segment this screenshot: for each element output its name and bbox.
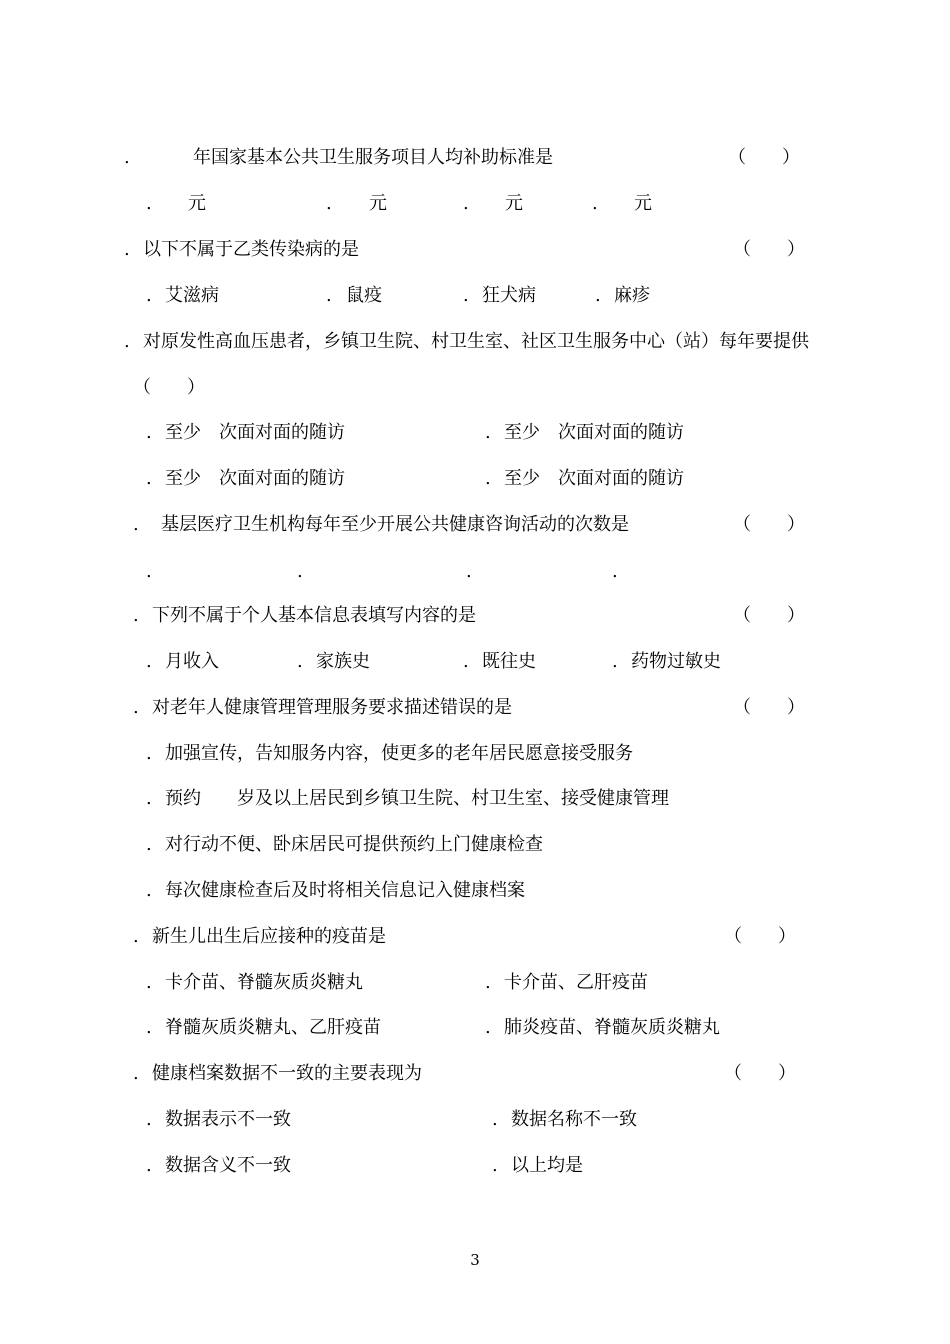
- option-dot: .: [146, 422, 152, 443]
- option-b-text: 元: [369, 193, 387, 214]
- question-1-options: [0, 192, 950, 216]
- question-6-option-b: [0, 787, 950, 811]
- option-d-text: 至少 次面对面的随访: [504, 468, 684, 489]
- option-dot: .: [146, 468, 152, 489]
- question-2-options: [0, 284, 950, 308]
- option-dot: .: [146, 193, 152, 214]
- option-dot: .: [492, 1109, 498, 1130]
- question-3-number-dot: .: [124, 331, 130, 352]
- option-a-text: 至少 次面对面的随访: [165, 422, 345, 443]
- option-a-text: 元: [188, 193, 206, 214]
- option-a-text: 卡介苗、脊髓灰质炎糖丸: [165, 972, 363, 993]
- question-3-options-row-2: [0, 467, 950, 491]
- question-1-stem: [0, 146, 950, 170]
- question-1-number-dot: .: [124, 147, 130, 168]
- option-dot: .: [485, 1017, 491, 1038]
- question-8-stem: [0, 1062, 950, 1086]
- option-dot: .: [492, 1155, 498, 1176]
- option-dot: .: [297, 651, 303, 672]
- option-c-text: 至少 次面对面的随访: [165, 468, 345, 489]
- option-dot: .: [463, 193, 469, 214]
- option-b-text: 卡介苗、乙肝疫苗: [504, 972, 648, 993]
- question-4-answer-paren: （ ）: [733, 514, 805, 535]
- option-dot: .: [297, 561, 303, 582]
- question-4-options: [0, 560, 950, 584]
- option-dot: .: [466, 561, 472, 582]
- question-6-option-a: [0, 742, 950, 766]
- option-a-text: 月收入: [165, 651, 219, 672]
- option-d-text: 以上均是: [511, 1155, 583, 1176]
- option-dot: .: [146, 788, 152, 809]
- option-dot: .: [485, 422, 491, 443]
- option-dot: .: [146, 1017, 152, 1038]
- option-c-text: 对行动不便、卧床居民可提供预约上门健康检查: [165, 834, 543, 855]
- option-dot: .: [612, 651, 618, 672]
- option-b-text: 鼠疫: [346, 285, 382, 306]
- option-d-text: 每次健康检查后及时将相关信息记入健康档案: [165, 880, 525, 901]
- question-6-stem: [0, 696, 950, 720]
- question-1-answer-paren: （ ）: [728, 147, 800, 168]
- question-4-number-dot: .: [133, 514, 139, 535]
- question-5-options: [0, 650, 950, 674]
- option-a-text: 加强宣传，告知服务内容，使更多的老年居民愿意接受服务: [165, 743, 633, 764]
- question-6-text: 对老年人健康管理管理服务要求描述错误的是: [152, 697, 512, 718]
- question-5-stem: [0, 604, 950, 628]
- option-dot: .: [146, 651, 152, 672]
- option-dot: .: [146, 972, 152, 993]
- question-4-text: 基层医疗卫生机构每年至少开展公共健康咨询活动的次数是: [161, 514, 629, 535]
- option-dot: .: [463, 651, 469, 672]
- option-d-text: 肺炎疫苗、脊髓灰质炎糖丸: [504, 1017, 720, 1038]
- option-b-text: 至少 次面对面的随访: [504, 422, 684, 443]
- question-3-text: 对原发性高血压患者，乡镇卫生院、村卫生室、社区卫生服务中心（站）每年要提供: [143, 331, 809, 352]
- option-dot: .: [326, 193, 332, 214]
- option-b-text: 家族史: [316, 651, 370, 672]
- option-dot: .: [146, 834, 152, 855]
- option-dot: .: [146, 1155, 152, 1176]
- question-7-answer-paren: （ ）: [724, 926, 796, 947]
- option-b-text: 数据名称不一致: [511, 1109, 637, 1130]
- question-2-stem: [0, 238, 950, 262]
- question-7-number-dot: .: [133, 926, 139, 947]
- option-c-text: 数据含义不一致: [165, 1155, 291, 1176]
- option-dot: .: [485, 972, 491, 993]
- question-8-answer-paren: （ ）: [724, 1063, 796, 1084]
- question-3-options-row-1: [0, 421, 950, 445]
- option-dot: .: [146, 880, 152, 901]
- question-7-stem: [0, 925, 950, 949]
- question-8-number-dot: .: [133, 1063, 139, 1084]
- question-6-option-d: [0, 879, 950, 903]
- question-6-option-c: [0, 833, 950, 857]
- question-2-number-dot: .: [124, 239, 130, 260]
- question-5-number-dot: .: [133, 605, 139, 626]
- option-dot: .: [592, 193, 598, 214]
- option-c-text: 脊髓灰质炎糖丸、乙肝疫苗: [165, 1017, 381, 1038]
- question-8-options-row-1: [0, 1108, 950, 1132]
- question-6-answer-paren: （ ）: [733, 697, 805, 718]
- question-3-stem: [0, 330, 950, 354]
- option-d-text: 麻疹: [614, 285, 650, 306]
- question-2-text: 以下不属于乙类传染病的是: [143, 239, 359, 260]
- option-dot: .: [485, 468, 491, 489]
- question-3-answer-paren: （ ）: [133, 377, 205, 398]
- option-dot: .: [146, 285, 152, 306]
- option-dot: .: [463, 285, 469, 306]
- option-dot: .: [595, 285, 601, 306]
- question-7-options-row-2: [0, 1016, 950, 1040]
- option-dot: .: [326, 285, 332, 306]
- page-number: 3: [470, 1251, 480, 1269]
- option-a-text: 艾滋病: [165, 285, 219, 306]
- question-8-options-row-2: [0, 1154, 950, 1178]
- question-4-stem: [0, 513, 950, 537]
- option-c-text: 狂犬病: [482, 285, 536, 306]
- question-2-answer-paren: （ ）: [733, 239, 805, 260]
- option-b-text: 预约 岁及以上居民到乡镇卫生院、村卫生室、接受健康管理: [165, 788, 669, 809]
- option-dot: .: [146, 1109, 152, 1130]
- question-5-text: 下列不属于个人基本信息表填写内容的是: [152, 605, 476, 626]
- option-d-text: 元: [634, 193, 652, 214]
- question-8-text: 健康档案数据不一致的主要表现为: [152, 1063, 422, 1084]
- question-3-paren-line: [0, 376, 950, 400]
- question-7-options-row-1: [0, 971, 950, 995]
- option-a-text: 数据表示不一致: [165, 1109, 291, 1130]
- question-7-text: 新生儿出生后应接种的疫苗是: [152, 926, 386, 947]
- question-1-text: 年国家基本公共卫生服务项目人均补助标准是: [193, 147, 553, 168]
- option-dot: .: [146, 743, 152, 764]
- question-5-answer-paren: （ ）: [733, 605, 805, 626]
- option-c-text: 元: [505, 193, 523, 214]
- option-dot: .: [146, 561, 152, 582]
- question-6-number-dot: .: [133, 697, 139, 718]
- option-d-text: 药物过敏史: [631, 651, 721, 672]
- option-dot: .: [612, 561, 618, 582]
- option-c-text: 既往史: [482, 651, 536, 672]
